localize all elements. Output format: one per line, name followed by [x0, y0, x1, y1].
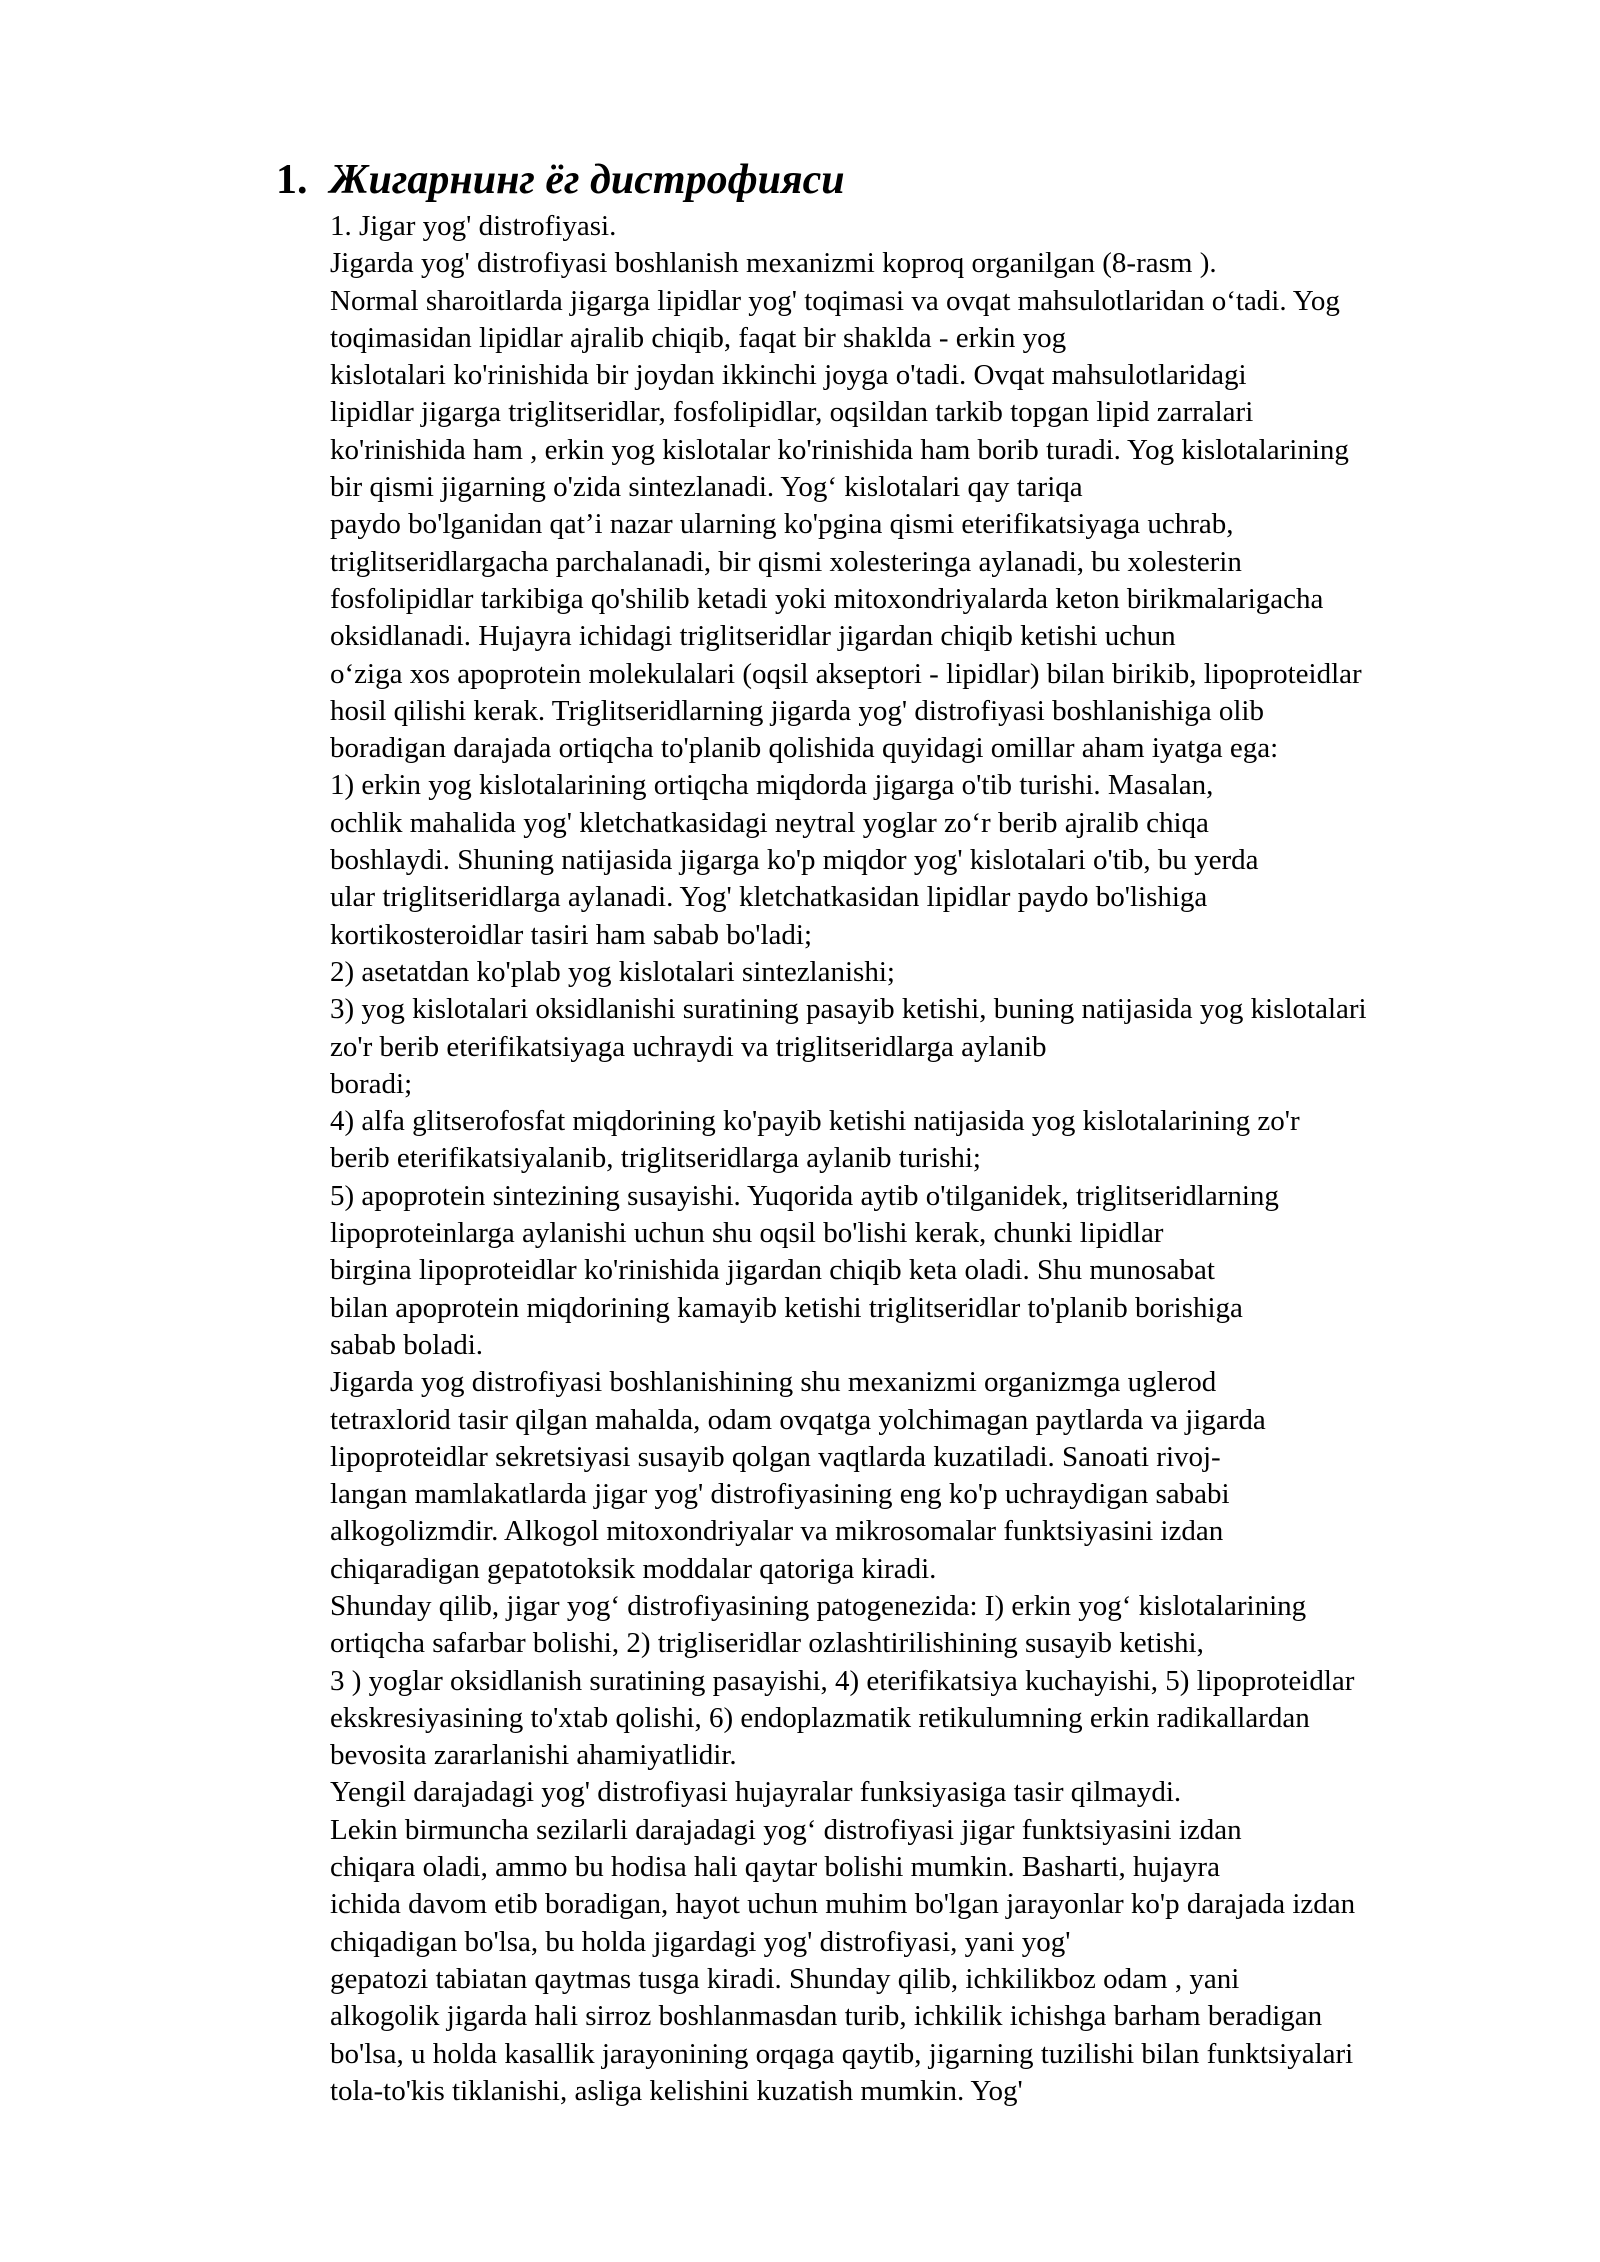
text-line: 4) alfa glitserofosfat miqdorining ko'payib ketishi natijasida yog kislotalarining zo'r [330, 1105, 1300, 1138]
text-line: paydo bo'lganidan qat’i nazar ularning ko'pgina qismi eterifikatsiyaga uchrab, [330, 508, 1234, 541]
text-line: ortiqcha safarbar bolishi, 2) trigliseridlar ozlashtirilishining susayib ketishi, [330, 1627, 1204, 1660]
text-line: Jigarda yog distrofiyasi boshlanishining shu mexanizmi organizmga uglerod [330, 1366, 1217, 1399]
text-line: Normal sharoitlarda jigarga lipidlar yog' toqimasi va ovqat mahsulotlaridan o‘tadi. Yog [330, 284, 1340, 317]
text-line: 3) yog kislotalari oksidlanishi suratining pasayib ketishi, buning natijasida yog kislotalari [330, 993, 1367, 1026]
text-line: 1. Jigar yog' distrofiyasi. [330, 210, 617, 242]
text-line: o‘ziga xos apoprotein molekulalari (oqsil akseptori - lipidlar) bilan birikib, lipoproteidlar [330, 657, 1362, 690]
text-line: ekskresiyasining to'xtab qolishi, 6) endoplazmatik retikulumning erkin radikallardan [330, 1701, 1310, 1734]
text-line: Lekin birmuncha sezilarli darajadagi yog‘ distrofiyasi jigar funktsiyasini izdan [330, 1813, 1242, 1846]
text-line: ko'rinishida ham , erkin yog kislotalar ko'rinishida ham borib turadi. Yog kislotalarining [330, 433, 1349, 466]
text-line: tola-to'kis tiklanishi, asliga kelishini kuzatish mumkin. Yog' [330, 2074, 1023, 2107]
text-line: Yengil darajadagi yog' distrofiyasi hujayralar funksiyasiga tasir qilmaydi. [330, 1776, 1182, 1809]
text-line: tetraxlorid tasir qilgan mahalda, odam ovqatga yolchimagan paytlarda va jigarda [330, 1403, 1266, 1436]
text-line: lipidlar jigarga triglitseridlar, fosfolipidlar, oqsildan tarkib topgan lipid zarralari [330, 396, 1254, 429]
text-line: langan mamlakatlarda jigar yog' distrofiyasining eng ko'p uchraydigan sababi [330, 1478, 1230, 1511]
text-line: chiqadigan bo'lsa, bu holda jigardagi yog' distrofiyasi, yani yog' [330, 1925, 1071, 1958]
text-line: toqimasidan lipidlar ajralib chiqib, faqat bir shaklda - erkin yog [330, 321, 1067, 354]
text-line: 1) erkin yog kislotalarining ortiqcha miqdorda jigarga o'tib turishi. Masalan, [330, 769, 1214, 802]
text-line: 3 ) yoglar oksidlanish suratining pasayishi, 4) eterifikatsiya kuchayishi, 5) lipoproteidlar [330, 1664, 1355, 1697]
text-line: sabab boladi. [330, 1328, 484, 1361]
text-line: kislotalari ko'rinishida bir joydan ikkinchi joyga o'tadi. Ovqat mahsulotlaridagi [330, 359, 1247, 392]
section-number: 1. [276, 157, 308, 203]
text-line: hosil qilishi kerak. Triglitseridlarning jigarda yog' distrofiyasi boshlanishiga olib [330, 694, 1264, 727]
text-line: birgina lipoproteidlar ko'rinishida jigardan chiqib keta oladi. Shu munosabat [330, 1254, 1215, 1287]
text-line: ichida davom etib boradigan, hayot uchun muhim bo'lgan jarayonlar ko'p darajada izdan [330, 1888, 1356, 1921]
text-line: gepatozi tabiatan qaytmas tusga kiradi. Shunday qilib, ichkilikboz odam , yani [330, 1962, 1240, 1995]
text-line: 5) apoprotein sintezining susayishi. Yuqorida aytib o'tilganidek, triglitseridlarning [330, 1179, 1279, 1212]
body-text [330, 208, 1367, 2110]
section-title: Жигарнинг ёг дистрофияси [330, 157, 845, 203]
text-line: alkogolik jigarda hali sirroz boshlanmasdan turib, ichkilik ichishga barham beradigan [330, 2000, 1323, 2033]
text-line: boradigan darajada ortiqcha to'planib qolishida quyidagi omillar aham iyatga ega: [330, 732, 1279, 765]
section-heading [276, 150, 845, 210]
text-line: berib eterifikatsiyalanib, triglitseridlarga aylanib turishi; [330, 1142, 981, 1175]
text-line: oksidlanadi. Hujayra ichidagi triglitseridlar jigardan chiqib ketishi uchun [330, 620, 1176, 653]
text-line: alkogolizmdir. Alkogol mitoxondriyalar va mikrosomalar funktsiyasini izdan [330, 1515, 1224, 1548]
text-line: Shunday qilib, jigar yog‘ distrofiyasining patogenezida: I) erkin yog‘ kislotalarining [330, 1589, 1307, 1622]
text-line: bevosita zararlanishi ahamiyatlidir. [330, 1739, 737, 1772]
text-line: lipoproteinlarga aylanishi uchun shu oqsil bo'lishi kerak, chunki lipidlar [330, 1217, 1164, 1250]
text-line: bilan apoprotein miqdorining kamayib ketishi triglitseridlar to'planib borishiga [330, 1291, 1243, 1324]
text-line: lipoproteidlar sekretsiyasi susayib qolgan vaqtlarda kuzatiladi. Sanoati rivoj- [330, 1440, 1221, 1473]
text-line: fosfolipidlar tarkibiga qo'shilib ketadi yoki mitoxondriyalarda keton birikmalarigacha [330, 582, 1324, 615]
text-line: zo'r berib eterifikatsiyaga uchraydi va triglitseridlarga aylanib [330, 1030, 1047, 1063]
text-line: Jigarda yog' distrofiyasi boshlanish mexanizmi koproq organilgan (8-rasm ). [330, 247, 1217, 280]
text-line: boshlaydi. Shuning natijasida jigarga ko'p miqdor yog' kislotalari o'tib, bu yerda [330, 844, 1259, 877]
text-line: 2) asetatdan ko'plab yog kislotalari sintezlanishi; [330, 955, 895, 988]
text-line: bir qismi jigarning o'zida sintezlanadi. Yog‘ kislotalari qay tariqa [330, 471, 1083, 504]
text-line: triglitseridlargacha parchalanadi, bir qismi xolesteringa aylanadi, bu xolesterin [330, 545, 1242, 578]
text-line: chiqaradigan gepatotoksik moddalar qatoriga kiradi. [330, 1552, 937, 1585]
text-line: bo'lsa, u holda kasallik jarayonining orqaga qaytib, jigarning tuzilishi bilan funktsiyalari [330, 2037, 1354, 2070]
text-line: chiqara oladi, ammo bu hodisa hali qaytar bolishi mumkin. Basharti, hujayra [330, 1851, 1220, 1884]
text-line: ular triglitseridlarga aylanadi. Yog' kletchatkasidan lipidlar paydo bo'lishiga [330, 881, 1208, 914]
text-line: boradi; [330, 1067, 413, 1100]
text-line: kortikosteroidlar tasiri ham sabab bo'ladi; [330, 918, 812, 951]
text-line: ochlik mahalida yog' kletchatkasidagi neytral yoglar zo‘r berib ajralib chiqa [330, 806, 1209, 839]
